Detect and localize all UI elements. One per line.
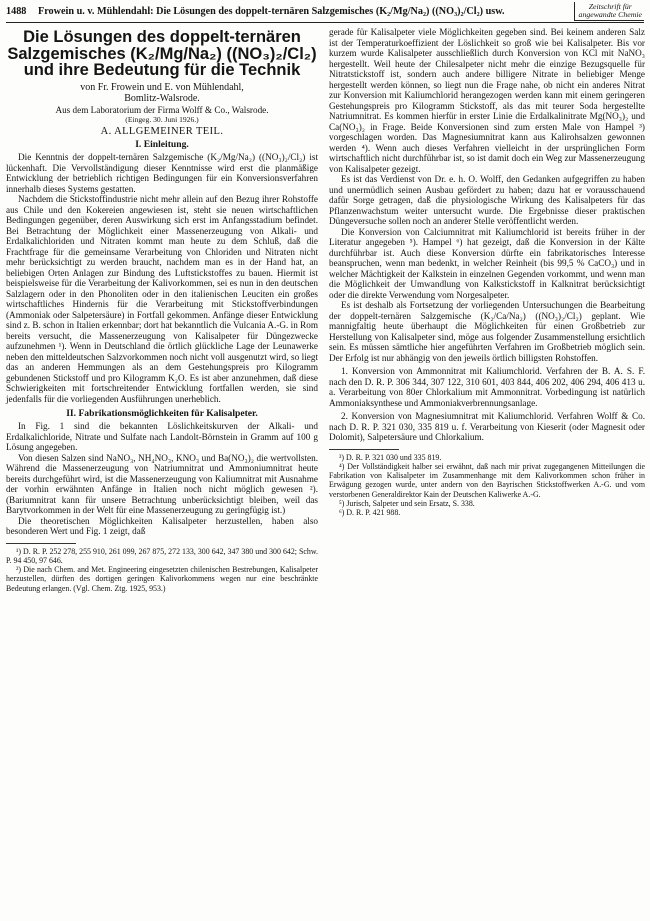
body-paragraph: Die Kenntnis der doppelt-ternären Salzgemische (K₂/Mg/Na₂) ((NO₃)₂/Cl₂) ist lückenhaft. Die Vervollständigung dieser Kenntnisse wird erst die planmäßige Entwicklung der betrieblich richtigen Bedingungen für ein Konversionsverfahren innerhalb dieses Systems gestatten.	[6, 152, 318, 194]
section-heading-2: II. Fabrikationsmöglichkeiten für Kalisalpeter.	[66, 408, 258, 419]
footnote: ³) D. R. P. 321 030 und 335 819.	[339, 452, 442, 462]
footnote: ²) Die nach Chem. and Met. Engineering eingesetzten chilenischen Bestrebungen, Kalisalpeter herzustellen, dürften des dortigen geringen Kalivorkommens wegen nur eine beschränkte Bedeutung erlangen. (Vgl. Chem. Ztg. 1925, 953.)	[6, 565, 318, 593]
running-title: Frowein u. v. Mühlendahl: Die Lösungen des doppelt-ternären Salzgemisches (K₂/Mg/Na₂) ((NO₃)₂/Cl₂) usw.	[38, 6, 505, 17]
body-paragraph: gerade für Kalisalpeter viele Möglichkeiten gegeben sind. Bei keinem anderen Salz ist der Temperaturkoeffizient der Löslichkeit so groß wie bei Kalisalpeter. Bis vor kurzem wurde Kalisalpeter ausschließlich durch Konversion von KCl mit NaNO₃ hergestellt. Weil heute der Chilesalpeter nicht mehr die einzige Bezugsquelle für Nitratstickstoff ist, sondern auch andere billigere Nitrate in beliebiger Menge hergestellt werden können, so liegt nun die Frage nahe, ob nicht ein anderes Nitrat zur Konversion mit Kaliumchlorid herangezogen werden kann mit einem geringeren Gestehungspreis pro Kilogramm Stickstoff, als das mit teurer Soda hergestellte Natriumnitrat. Es kommen hierfür in erster Linie die Erdalkalinitrate Mg(NO₃)₂ und Ca(NO₃)₂ in Frage. Beide Konversionen sind zum ersten Male von Hampel ³) vorgeschlagen worden. Das Magnesiumnitrat kann aus Kalirohsalzen gewonnen werden ⁴). Wenn auch dieses Verfahren vielleicht in der ursprünglichen Form wirtschaftlich nicht durchführbar ist, so ist damit doch ein Weg zur Massenerzeugung von Kalisalpeter gezeigt.	[329, 27, 645, 174]
body-paragraph: Die Konversion von Calciumnitrat mit Kaliumchlorid ist bereits früher in der Literatur angegeben ⁵). Hampel ⁶) hat gezeigt, daß die Konversion in der Kälte durchführbar ist. Auch diese Konversion dürfte ein fabrikatorisches Interesse beanspruchen, wenn man bedenkt, in welcher Reinheit (bis 99,5 % CaCO₃) und in welcher Mächtigkeit der Kalkstein in einzelnen Gegenden vorkommt, und wenn man die Möglichkeit der Umwandlung von Kalkstickstoff in Kalknitrat berücksichtigt oder die direkte Verwendung vom Norgesalpeter.	[329, 226, 645, 300]
body-paragraph: Es ist deshalb als Fortsetzung der vorliegenden Untersuchungen die Bearbeitung der doppelt-ternären Salzgemische (K₂/Ca/Na₂) ((NO₃)₂/Cl₂) geplant. Wie mannigfaltig heute überhaupt die Möglichkeiten für einen Großbetrieb zur Herstellung von Kalisalpeter sind, möge aus folgender Zusammenstellung ersichtlich sein. Es müssen sämtliche hier angeführten Verfahren im Großbetrieb möglich sein. Der Erfolg ist nur abhängig von den jeweils örtlich billigsten Rohstoffen.	[329, 300, 645, 363]
footnote: ⁵) Jurisch, Salpeter und sein Ersatz, S. 338.	[339, 498, 475, 508]
part-heading: A. ALLGEMEINER TEIL.	[100, 126, 224, 137]
footnote: ⁶) D. R. P. 421 988.	[339, 508, 401, 518]
section-heading-1: I. Einleitung.	[135, 139, 189, 150]
body-paragraph: Die theoretischen Möglichkeiten Kalisalpeter herzustellen, haben also besonderen Wert und Fig. 1 zeigt, daß	[6, 515, 318, 536]
journal-line-2: angewandte Chemie	[578, 10, 642, 19]
body-paragraph: Nachdem die Stickstoffindustrie nicht mehr allein auf den Bezug ihrer Rohstoffe aus Chile und den Kokereien angewiesen ist, steht sie neuen wirtschaftlichen Bedingungen gegenüber, deren Auswirkung sich erst im Anfangsstadium befindet. Bei Betrachtung der Möglichkeit einer Massenerzeugung von Alkali- und Erdalkalichloriden und Nitraten kommt man heute zu dem Schluß, daß die Frachtfrage für die gemeinsame Verarbeitung von Chloriden und Nitraten nicht mehr berücksichtigt zu werden braucht, nachdem man es in der Hand hat, an beliebigen Orten Anlagen zur Bindung des Luftstickstoffes zu bauen. Hiermit ist beispielsweise für die Verarbeitung der Kalivorkommen, sei es nun in den deutschen Salzlagern oder in den Phonoliten oder in den italienischen Leuciten ein großes wirtschaftliches Hindernis für die Verarbeitung mit Stickstoffverbindungen (Ammoniak oder Salpetersäure) in Fortfall gekommen. Anfänge dieser Entwicklung sind z. B. schon in Italien erkennbar; dort hat bekanntlich die Vulcania A.-G. in Rom bereits versucht, die Massenerzeugung von Kalisalpeter für Düngezwecke aufzunehmen ¹). Wenn in Deutschland die örtlich glückliche Lage der Leunawerke neben den mitteldeutschen Salzvorkommen noch nicht voll ausgenutzt wird, so liegt das an anderen Hemmungen als an dem Gestehungspreis pro Kilogramm gebundenen Stickstoff und pro Kilogramm K₂O. Es ist aber anzunehmen, daß diese Schwierigkeiten mit fortschreitender Entwicklung fortfallen werden, sie sind jedenfalls für die vorliegenden Ausführungen unerheblich.	[6, 194, 318, 404]
article-authors: von Fr. Frowein und E. von Mühlendahl,	[80, 81, 244, 93]
numbered-process: 1. Konversion von Ammonnitrat mit Kaliumchlorid. Verfahren der B. A. S. F. nach den D. R. P. 306 344, 307 122, 310 601, 403 844, 406 202, 406 294, 406 413 u. a. Verarbeitung von 80er Chlorkalium mit Ammonnitrat. Vorbedingung ist natürlich Ammoniaksynthese und Ammoniakverbrennungsanlage.	[329, 366, 645, 408]
right-column	[329, 27, 645, 518]
footnote: ¹) D. R. P. 252 278, 255 910, 261 099, 267 875, 272 133, 300 642, 347 380 und 300 642; Schw. P. 94 450, 97 646.	[6, 546, 318, 565]
article-location: Bomlitz-Walsrode.	[124, 93, 200, 104]
journal-line-1: Zeitschrift für	[588, 2, 632, 11]
footnote-divider	[6, 543, 76, 544]
page-header	[6, 2, 644, 23]
footnote-divider	[329, 449, 399, 450]
article-title: Die Lösungen des doppelt-ternären Salzgemisches (K₂/Mg/Na₂) ((NO₃)₂/Cl₂) und ihre Bedeutung für die Technik	[7, 28, 317, 79]
page-number: 1488	[6, 6, 27, 17]
received-date: (Eingeg. 30. Juni 1926.)	[125, 115, 199, 124]
numbered-process: 2. Konversion von Magnesiumnitrat mit Kaliumchlorid. Verfahren Wolff & Co. nach D. R. P. 321 030, 335 819 u. f. Verarbeitung von Kieserit (oder Magnesit oder Dolomit), Salpetersäure und Chlorkalium.	[329, 411, 645, 442]
journal-name	[574, 2, 644, 21]
left-column	[6, 27, 318, 593]
body-paragraph: Von diesen Salzen sind NaNO₃, NH₄NO₃, KNO₃ und Ba(NO₃)₂ die wertvollsten. Während die Massenerzeugung von Natriumnitrat und Ammoniumnitrat heute bereits durchgeführt wird, ist die Massenerzeugung von Kaliumnitrat mit Ausnahme der vorhin erwähnten Anfänge in Italien noch nicht möglich gewesen ²). (Bariumnitrat kann für unsere Betrachtung unberücksichtigt bleiben, weil das Barytvorkommen in der Welt für eine Massenerzeugung zu geringfügig ist.)	[6, 452, 318, 515]
article-lab: Aus dem Laboratorium der Firma Wolff & Co., Walsrode.	[55, 104, 269, 115]
body-paragraph: Es ist das Verdienst von Dr. e. h. O. Wolff, den Gedanken aufgegriffen zu haben und unermüdlich seinen Ausbau gefördert zu haben; dazu hat er vorausschauend dafür Sorge getragen, daß die physiologische Wirkung des Kalisalpeters für das Pflanzenwachstum weiter untersucht wurde. Die Ergebnisse dieser praktischen Düngeversuche sollen noch an anderer Stelle veröffentlicht werden.	[329, 174, 645, 226]
footnote: ⁴) Der Vollständigkeit halber sei erwähnt, daß nach mir privat zugegangenen Mitteilungen die Fabrikation von Kalisalpeter im Zusammenhange mit dem Kalivorkommen schon früher in Erwägung gezogen wurde, unter andern von den Bayrischen Stickstoffwerken A.-G. und vom verstorbenen Generaldirektor Kain der Deutschen Kaliwerke A.-G.	[329, 461, 645, 499]
body-paragraph: In Fig. 1 sind die bekannten Löslichkeitskurven der Alkali- und Erdalkalichloride, Nitrate und Sulfate nach Landolt-Börnstein in Gramm auf 100 g Lösung angegeben.	[6, 421, 318, 452]
